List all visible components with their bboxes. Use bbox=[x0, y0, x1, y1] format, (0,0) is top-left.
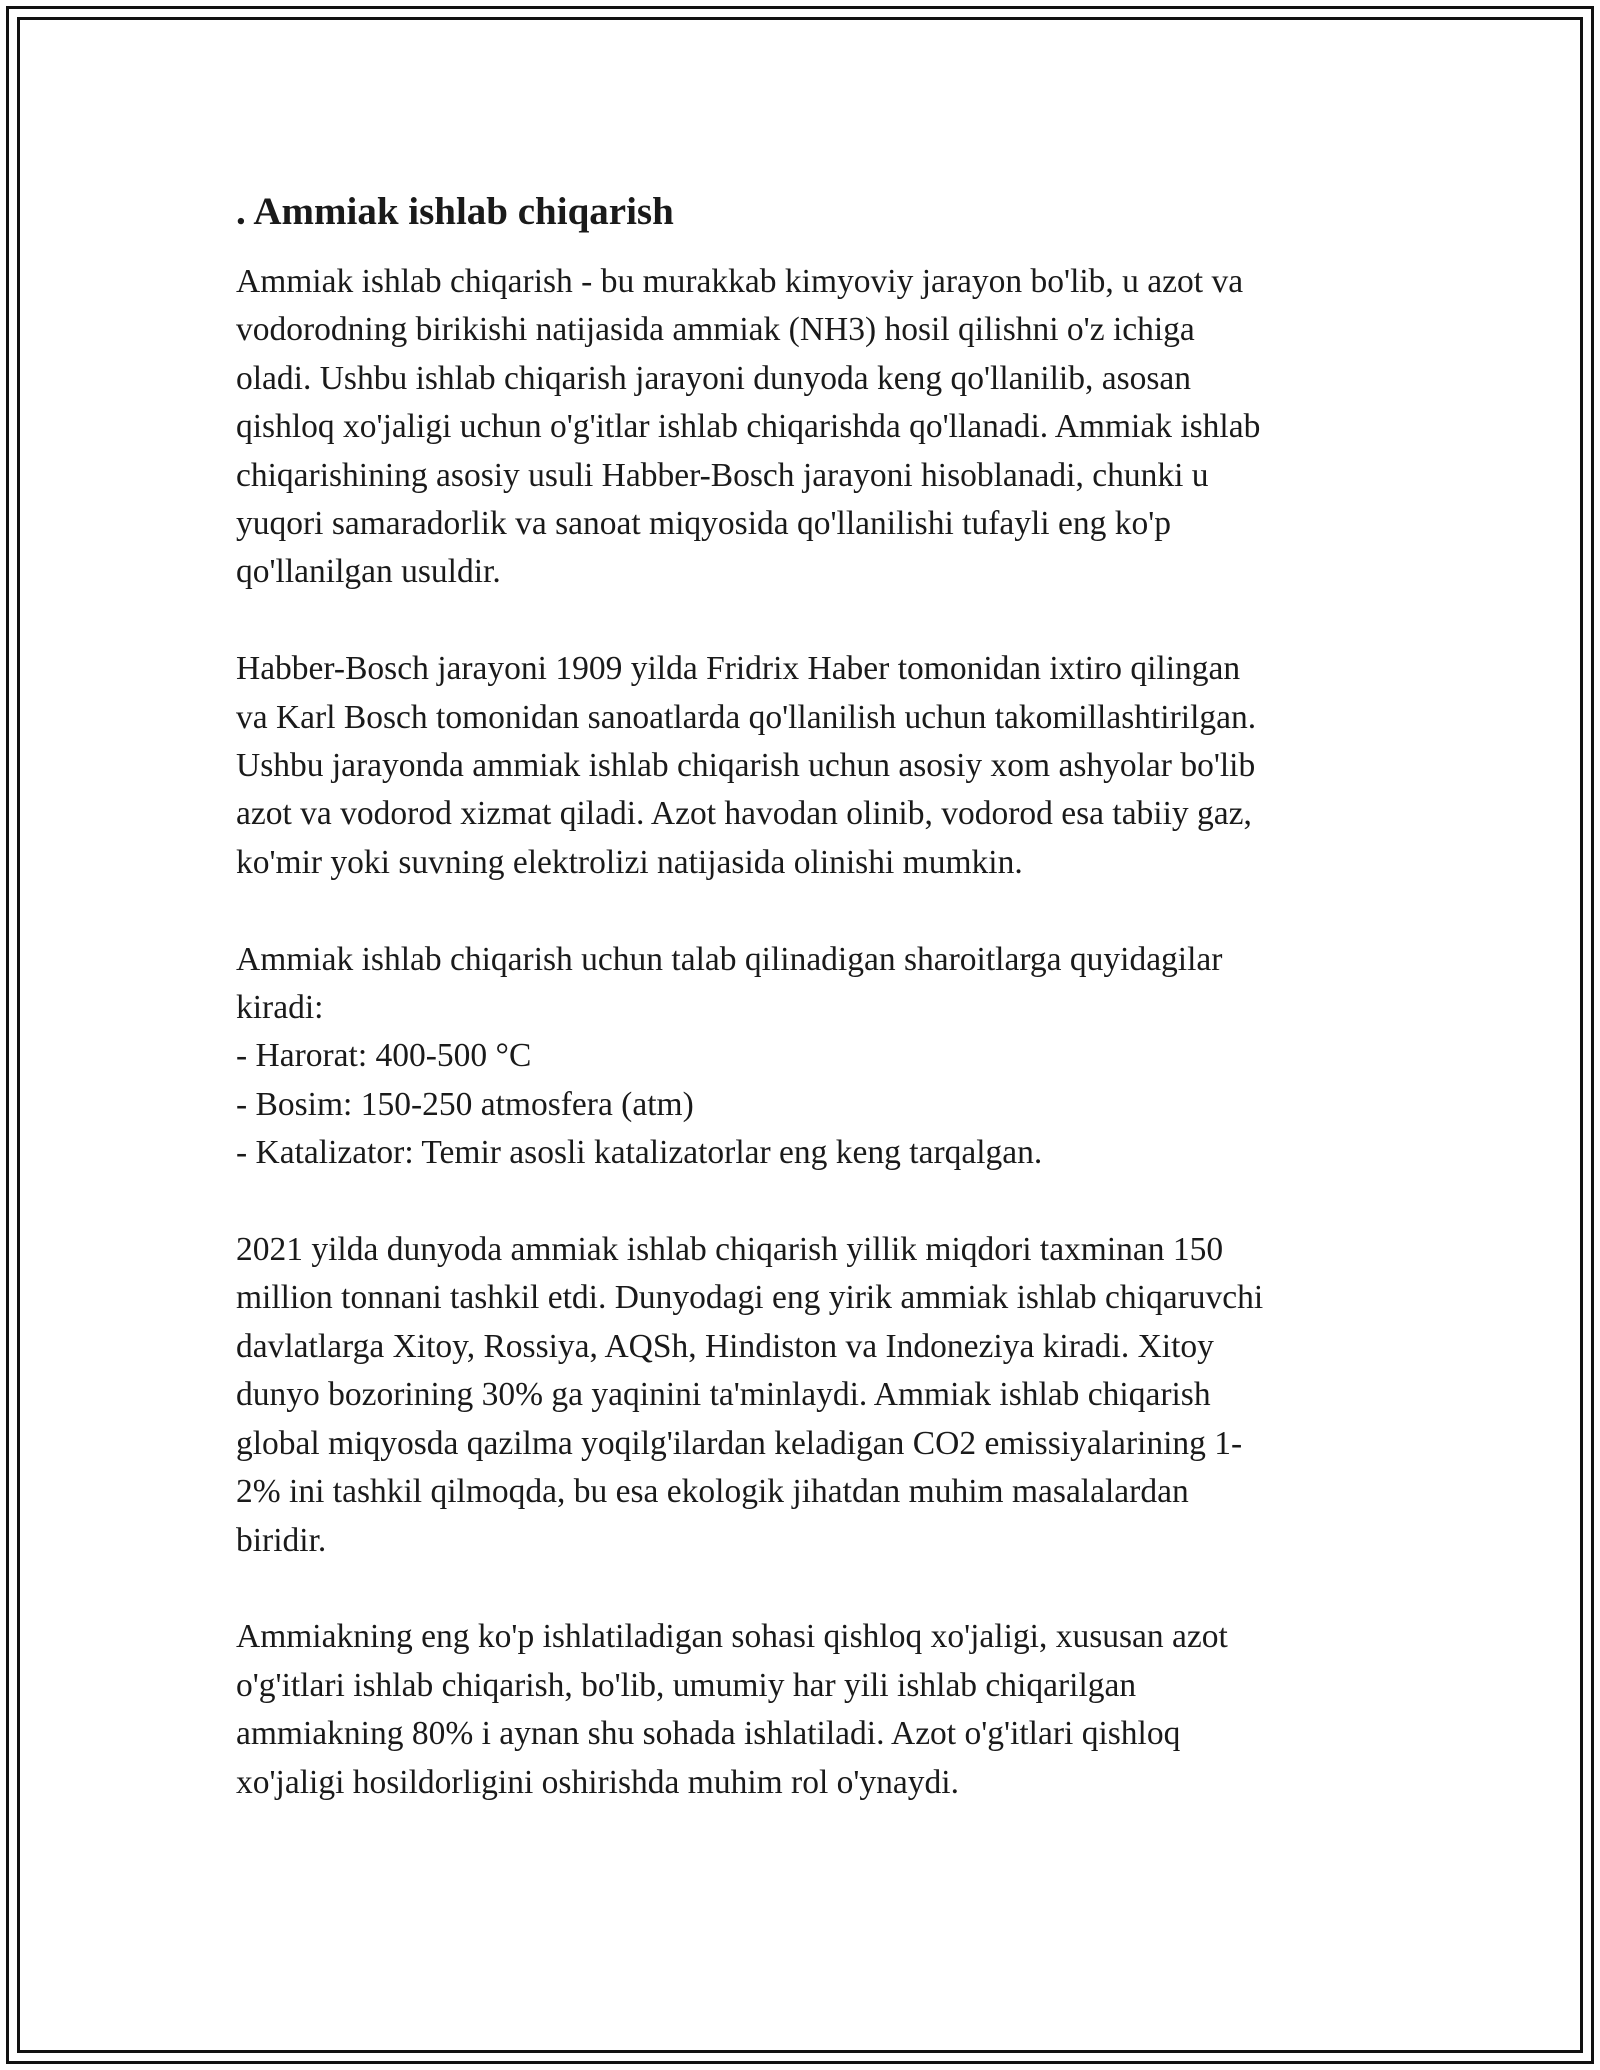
text-line: Ammiak ishlab chiqarish uchun talab qilinadigan sharoitlarga quyidagilar bbox=[236, 940, 1223, 978]
text-line: ko'mir yoki suvning elektrolizi natijasida olinishi mumkin. bbox=[236, 843, 1023, 881]
list-item-catalyst: - Katalizator: Temir asosli katalizatorlar eng keng tarqalgan. bbox=[236, 1134, 1043, 1172]
text-line: xo'jaligi hosildorligini oshirishda muhim rol o'ynaydi. bbox=[236, 1763, 959, 1801]
text-line: chiqarishining asosiy usuli Habber-Bosch jarayoni hisoblanadi, chunki u bbox=[236, 456, 1209, 494]
text-line: kiradi: bbox=[236, 989, 324, 1027]
text-line: vodorodning birikishi natijasida ammiak (NH3) hosil qilishni o'z ichiga bbox=[236, 311, 1195, 349]
text-line: 2% ini tashkil qilmoqda, bu esa ekologik jihatdan muhim masalalardan bbox=[236, 1473, 1189, 1511]
text-line: million tonnani tashkil etdi. Dunyodagi eng yirik ammiak ishlab chiqaruvchi bbox=[236, 1279, 1264, 1317]
text-line: oladi. Ushbu ishlab chiqarish jarayoni dunyoda keng qo'llanilib, asosan bbox=[236, 359, 1192, 397]
text-line: yuqori samaradorlik va sanoat miqyosida qo'llanilishi tufayli eng ko'p bbox=[236, 505, 1172, 543]
text-line: biridir. bbox=[236, 1521, 327, 1559]
text-line: Habber-Bosch jarayoni 1909 yilda Fridrix Haber tomonidan ixtiro qilingan bbox=[236, 650, 1241, 688]
list-item-temperature: - Harorat: 400-500 °C bbox=[236, 1037, 532, 1075]
text-line: dunyo bozorining 30% ga yaqinini ta'minlaydi. Ammiak ishlab chiqarish bbox=[236, 1376, 1211, 1414]
text-line: Ammiak ishlab chiqarish - bu murakkab kimyoviy jarayon bo'lib, u azot va bbox=[236, 263, 1244, 300]
text-line: Ushbu jarayonda ammiak ishlab chiqarish uchun asosiy xom ashyolar bo'lib bbox=[236, 747, 1256, 785]
text-line: davlatlarga Xitoy, Rossiya, AQSh, Hindiston va Indoneziya kiradi. Xitoy bbox=[236, 1327, 1214, 1365]
text-line: qo'llanilgan usuldir. bbox=[236, 553, 501, 591]
text-line: global miqyosda qazilma yoqilg'ilardan keladigan CO2 emissiyalarining 1- bbox=[236, 1424, 1243, 1462]
text-line: qishloq xo'jaligi uchun o'g'itlar ishlab chiqarishda qo'llanadi. Ammiak ishlab bbox=[236, 408, 1261, 446]
text-line: ammiakning 80% i aynan shu sohada ishlatiladi. Azot o'g'itlari qishloq bbox=[236, 1715, 1181, 1753]
paragraph-agriculture bbox=[236, 1613, 1366, 1807]
text-line: va Karl Bosch tomonidan sanoatlarda qo'llanilish uchun takomillashtirilgan. bbox=[236, 698, 1257, 736]
text-line: 2021 yilda dunyoda ammiak ishlab chiqarish yillik miqdori taxminan 150 bbox=[236, 1231, 1224, 1269]
text-line: Ammiakning eng ko'p ishlatiladigan sohasi qishloq xo'jaligi, xususan azot bbox=[236, 1618, 1228, 1656]
document-title: . Ammiak ishlab chiqarish bbox=[236, 190, 674, 233]
paragraph-statistics bbox=[236, 1226, 1366, 1565]
document-body bbox=[236, 182, 1366, 1855]
paragraph-conditions bbox=[236, 936, 1366, 1178]
text-line: o'g'itlari ishlab chiqarish, bo'lib, umumiy har yili ishlab chiqarilgan bbox=[236, 1666, 1137, 1704]
paragraph-history bbox=[236, 645, 1366, 887]
list-item-pressure: - Bosim: 150-250 atmosfera (atm) bbox=[236, 1085, 694, 1123]
text-line: azot va vodorod xizmat qiladi. Azot havodan olinib, vodorod esa tabiiy gaz, bbox=[236, 795, 1252, 833]
paragraph-intro bbox=[236, 258, 1366, 597]
